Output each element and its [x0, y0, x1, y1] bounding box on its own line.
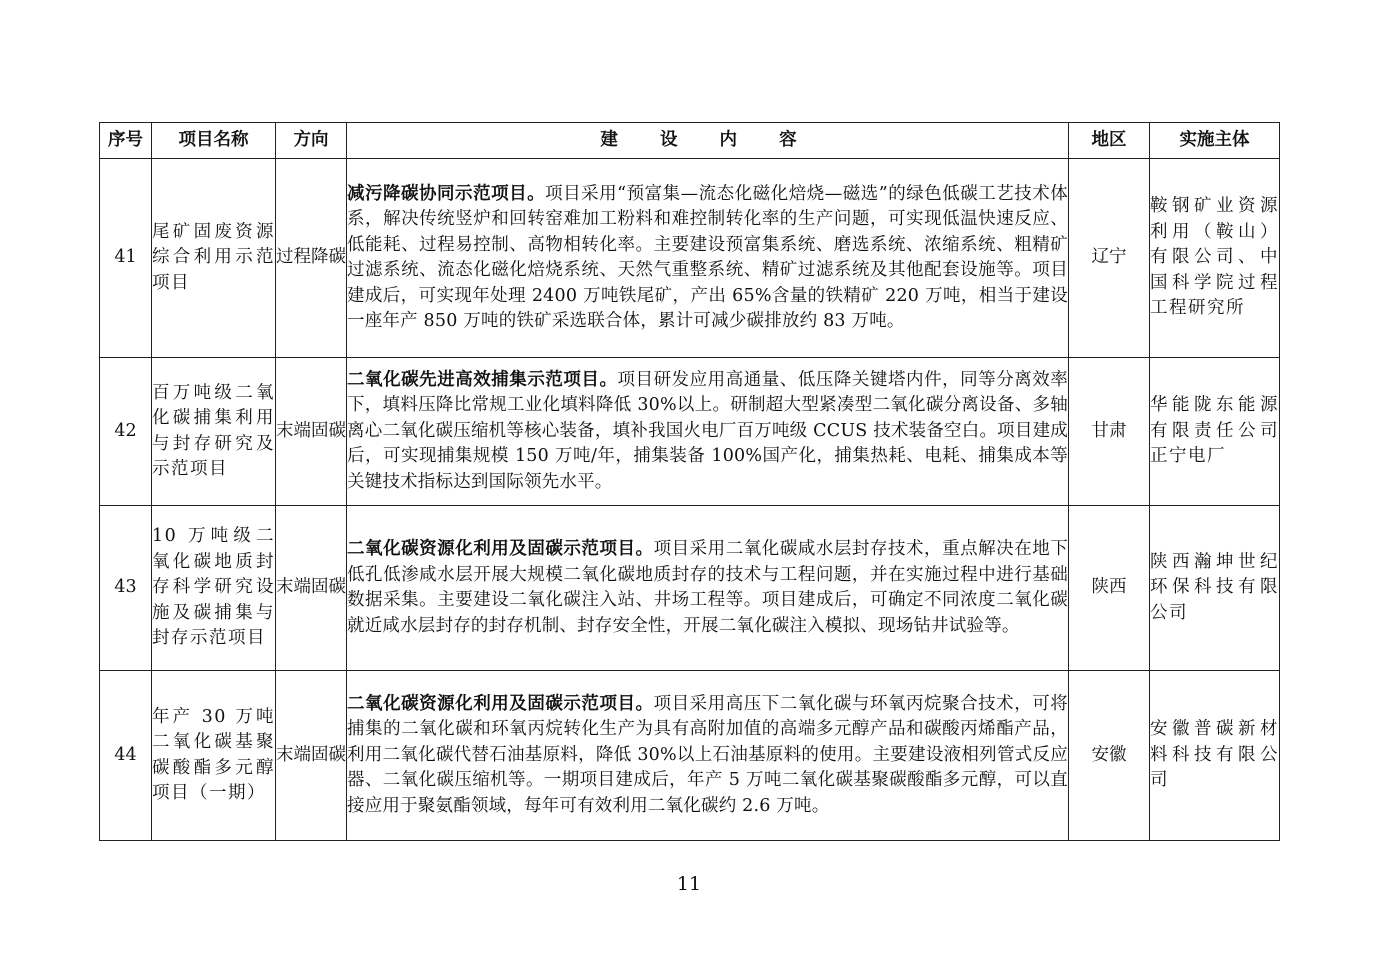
header-name: 项目名称 — [152, 123, 276, 159]
table-row — [100, 358, 1280, 506]
row-content-title: 二氧化碳资源化利用及固碳示范项目。 — [347, 693, 654, 714]
row-content — [347, 358, 1069, 506]
row-content — [347, 506, 1069, 671]
row-project-name: 尾矿固废资源综合利用示范项目 — [152, 159, 276, 358]
row-content-title: 二氧化碳资源化利用及固碳示范项目。 — [347, 539, 654, 559]
row-num: 44 — [100, 671, 152, 841]
table-row — [100, 506, 1280, 671]
row-direction: 末端固碳 — [276, 358, 347, 506]
row-direction: 末端固碳 — [276, 671, 347, 841]
row-entity: 陕西瀚坤世纪环保科技有限公司 — [1150, 506, 1280, 671]
row-region: 甘肃 — [1069, 358, 1150, 506]
row-content — [347, 671, 1069, 841]
row-num: 43 — [100, 506, 152, 671]
row-project-name: 年产 30 万吨二氧化碳基聚碳酸酯多元醇项目（一期） — [152, 671, 276, 841]
header-direction: 方向 — [276, 123, 347, 159]
row-entity: 华能陇东能源有限责任公司正宁电厂 — [1150, 358, 1280, 506]
row-direction: 过程降碳 — [276, 159, 347, 358]
header-num: 序号 — [100, 123, 152, 159]
row-num: 42 — [100, 358, 152, 506]
row-content — [347, 159, 1069, 358]
header-region: 地区 — [1069, 123, 1150, 159]
row-project-name: 10 万吨级二氧化碳地质封存科学研究设施及碳捕集与封存示范项目 — [152, 506, 276, 671]
projects-table — [99, 122, 1280, 841]
table-header-row — [100, 123, 1280, 159]
header-content: 建 设 内 容 — [347, 123, 1069, 159]
row-region: 陕西 — [1069, 506, 1150, 671]
row-direction: 末端固碳 — [276, 506, 347, 671]
row-content-body: 项目采用二氧化碳咸水层封存技术，重点解决在地下低孔低渗咸水层开展大规模二氧化碳地质封存的技术与工程问题，并在实施过程中进行基础数据采集。主要建设二氧化碳注入站、井场工程等。项目建成后，可确定不同浓度二氧化碳就近咸水层封存的封存机制、封存安全性，开展二氧化碳注入模拟、现场钻井试验等。 — [347, 539, 1068, 636]
row-content-body: 项目采用高压下二氧化碳与环氧丙烷聚合技术，可将捕集的二氧化碳和环氧丙烷转化生产为具有高附加值的高端多元醇产品和碳酸丙烯酯产品，利用二氧化碳代替石油基原料，降低 30%以上石油基原料的使用。主要建设液相列管式反应器、二氧化碳压缩机等。一期项目建成后，年产 5 万吨二氧化碳基聚碳酸酯多元醇，可以直接应用于聚氨酯领域，每年可有效利用二氧化碳约 2.6 万吨。 — [347, 693, 1068, 816]
row-content-body: 项目采用“预富集—流态化磁化焙烧—磁选”的绿色低碳工艺技术体系，解决传统竖炉和回转窑难加工粉料和难控制转化率的生产问题，可实现低温快速反应、低能耗、过程易控制、高物相转化率。主要建设预富集系统、磨选系统、浓缩系统、粗精矿过滤系统、流态化磁化焙烧系统、天然气重整系统、精矿过滤系统及其他配套设施等。项目建成后，可实现年处理 2400 万吨铁尾矿，产出 65%含量的铁精矿 220 万吨，相当于建设一座年产 850 万吨的铁矿采选联合体，累计可减少碳排放约 83 万吨。 — [347, 183, 1068, 331]
row-content-title: 减污降碳协同示范项目。 — [347, 183, 546, 204]
row-region: 安徽 — [1069, 671, 1150, 841]
table-row — [100, 159, 1280, 358]
header-entity: 实施主体 — [1150, 123, 1280, 159]
row-content-body: 项目研发应用高通量、低压降关键塔内件，同等分离效率下，填料压降比常规工业化填料降低 30%以上。研制超大型紧凑型二氧化碳分离设备、多轴离心二氧化碳压缩机等核心装备，填补我国火电厂百万吨级 CCUS 技术装备空白。项目建成后，可实现捕集规模 150 万吨/年，捕集装备 100%国产化，捕集热耗、电耗、捕集成本等关键技术指标达到国际领先水平。 — [347, 369, 1068, 492]
row-project-name: 百万吨级二氧化碳捕集利用与封存研究及示范项目 — [152, 358, 276, 506]
table-row — [100, 671, 1280, 841]
row-content-title: 二氧化碳先进高效捕集示范项目。 — [347, 369, 618, 390]
row-num: 41 — [100, 159, 152, 358]
row-region: 辽宁 — [1069, 159, 1150, 358]
page-number: 11 — [676, 873, 702, 895]
row-entity: 鞍钢矿业资源利用（鞍山）有限公司、中国科学院过程工程研究所 — [1150, 159, 1280, 358]
row-entity: 安徽普碳新材料科技有限公司 — [1150, 671, 1280, 841]
